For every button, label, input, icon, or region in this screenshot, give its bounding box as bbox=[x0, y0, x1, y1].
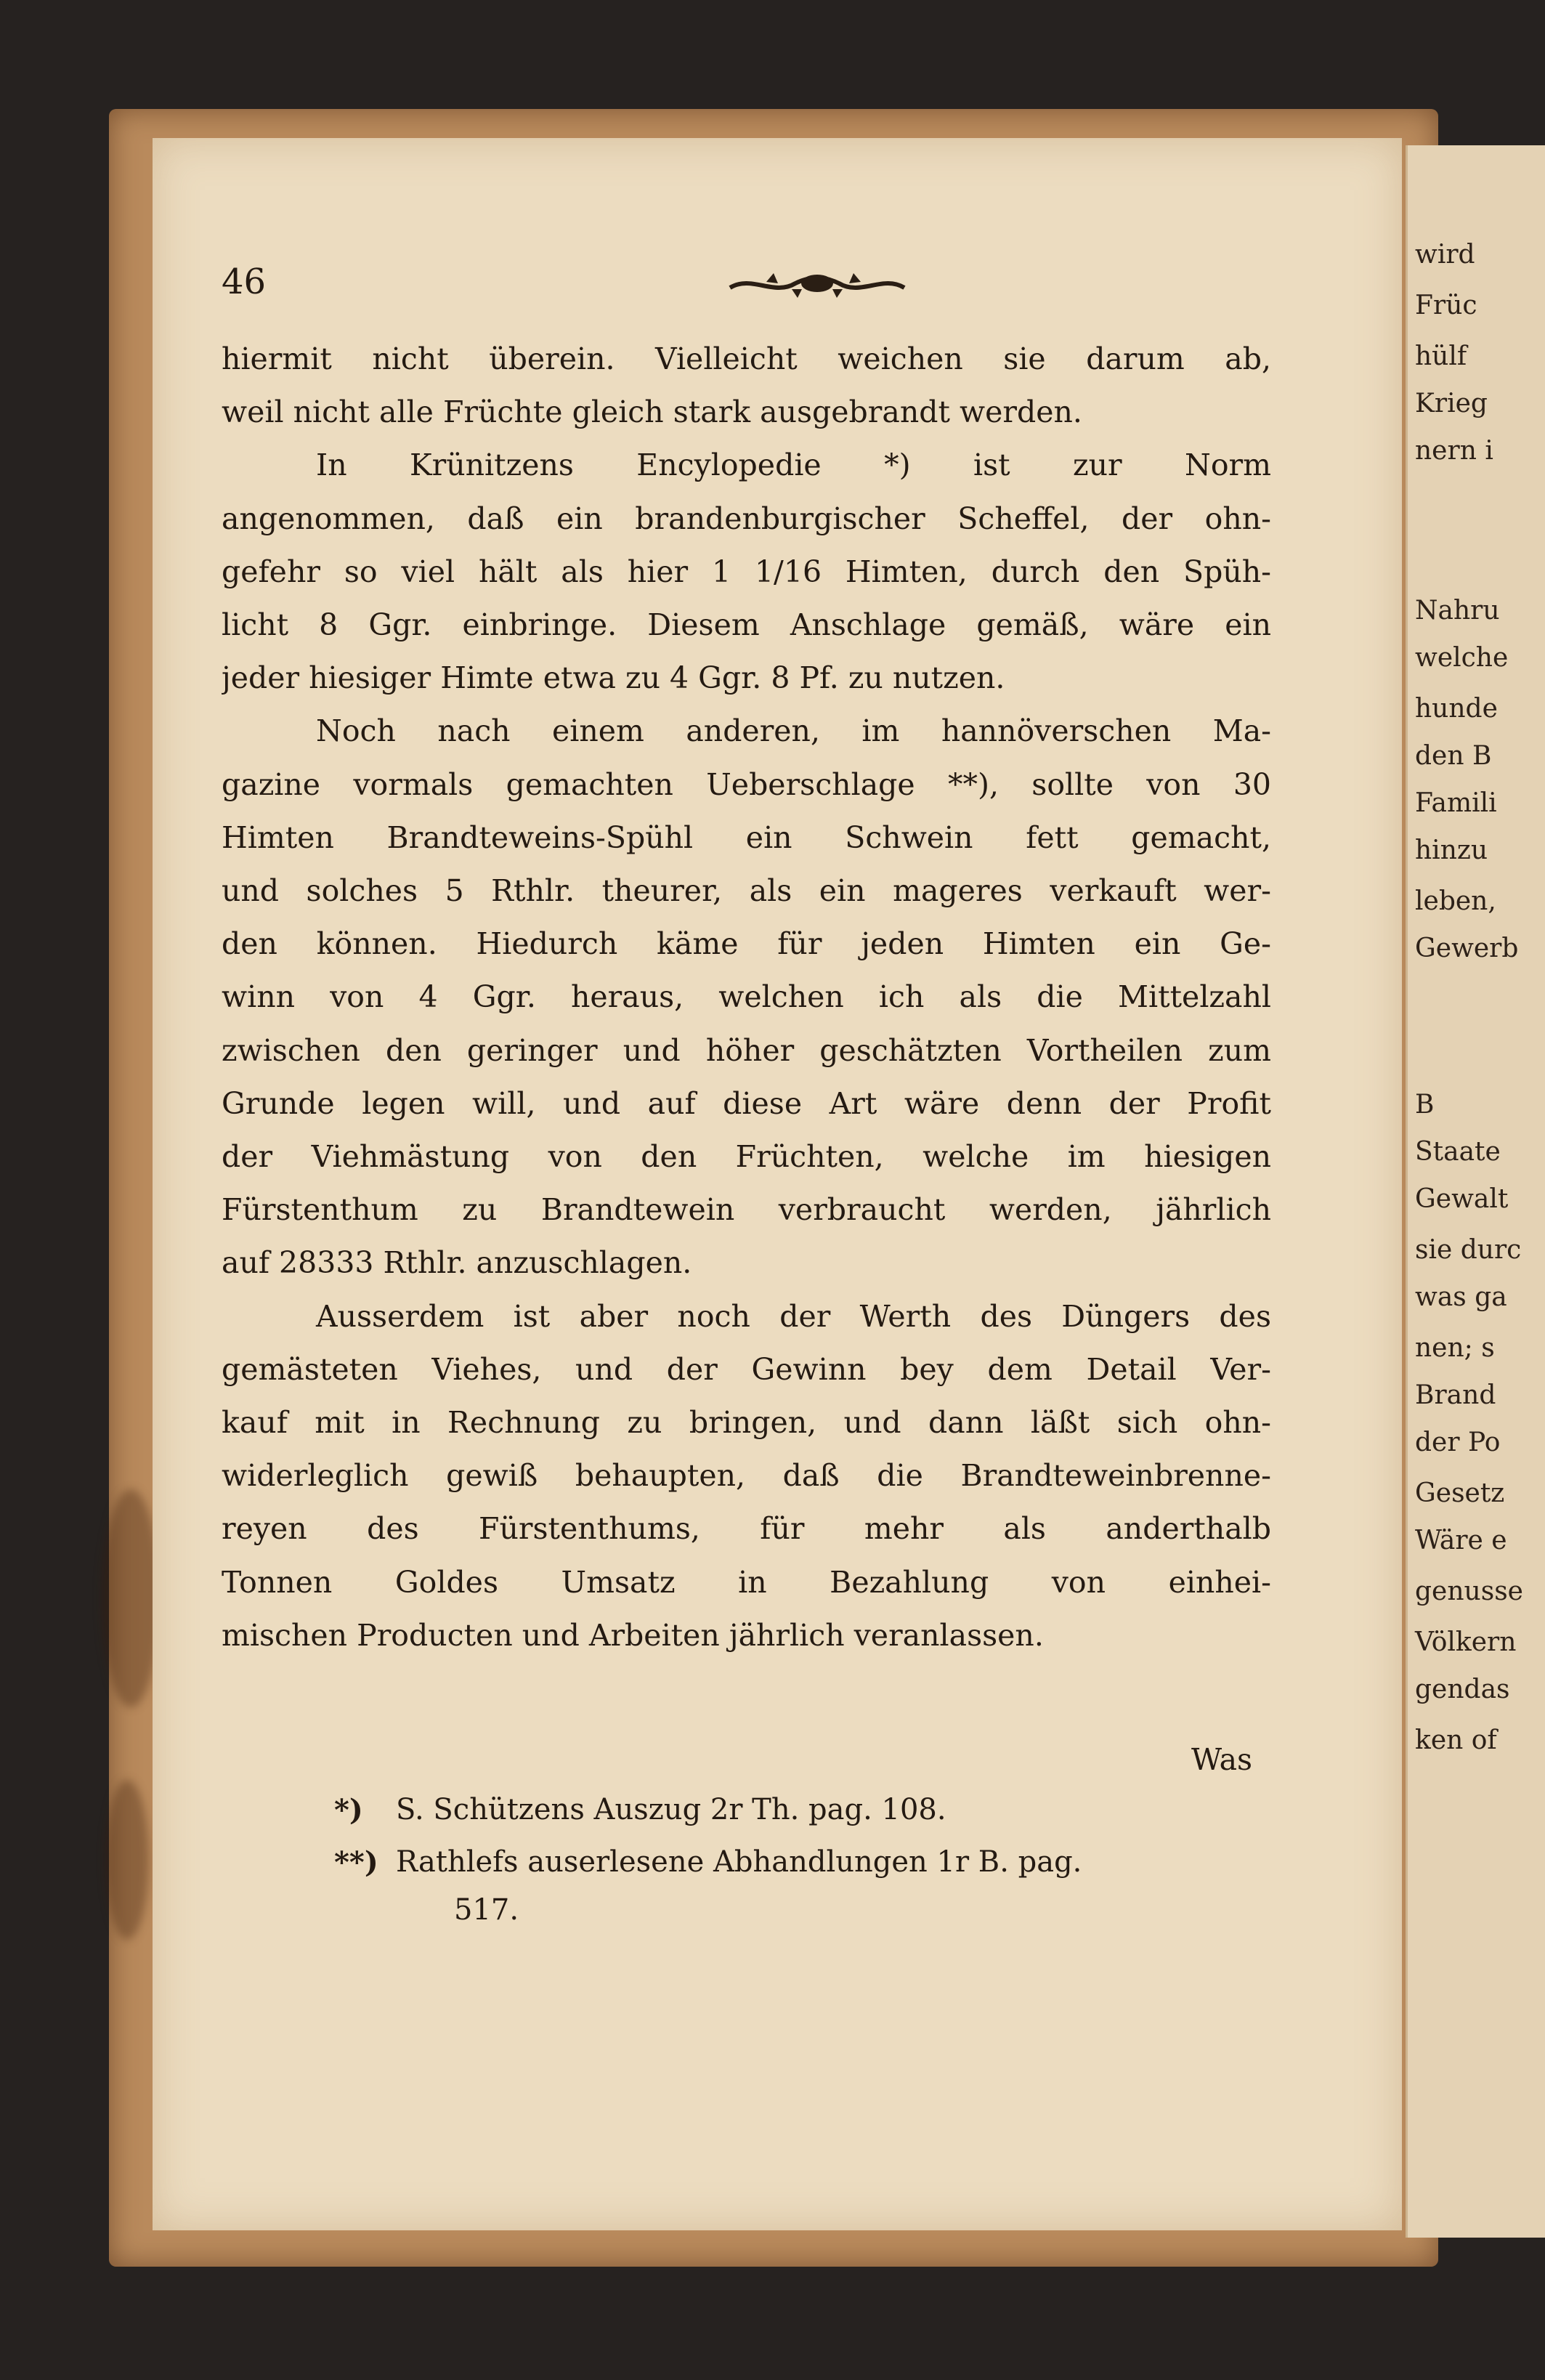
page-number: 46 bbox=[222, 262, 267, 302]
facing-page-fragment: den B bbox=[1415, 741, 1492, 771]
footnote-mark: **) bbox=[334, 1845, 378, 1879]
facing-page-fragment: hunde bbox=[1415, 694, 1498, 724]
text-line: kauf mit in Rechnung zu bringen, und dann läßt sich ohn- bbox=[222, 1405, 1271, 1440]
facing-page-fragment: Brand bbox=[1415, 1380, 1496, 1410]
text-line: zwischen den geringer und höher geschätzten Vortheilen zum bbox=[222, 1032, 1271, 1068]
text-line: mischen Producten und Arbeiten jährlich veranlassen. bbox=[222, 1617, 1044, 1653]
footnote-text: S. Schützens Auszug 2r Th. pag. 108. bbox=[396, 1793, 946, 1826]
text-line: Himten Brandteweins-Spühl ein Schwein fett gemacht, bbox=[222, 819, 1271, 855]
facing-page-fragment: ken of bbox=[1415, 1725, 1497, 1755]
cover-stain bbox=[102, 1489, 160, 1707]
facing-page-fragment: hinzu bbox=[1415, 835, 1488, 865]
footnote bbox=[454, 1893, 1326, 1927]
facing-page-fragment: genusse bbox=[1415, 1576, 1523, 1606]
footnote bbox=[334, 1793, 1268, 1827]
text-line: gemästeten Viehes, und der Gewinn bey dem Detail Ver- bbox=[222, 1351, 1271, 1387]
facing-page-fragment: Gewerb bbox=[1415, 934, 1519, 963]
facing-page-fragment: welche bbox=[1415, 643, 1509, 673]
text-line: winn von 4 Ggr. heraus, welchen ich als die Mittelzahl bbox=[222, 979, 1271, 1015]
text-line: Grunde legen will, und auf diese Art wäre denn der Profit bbox=[222, 1085, 1271, 1121]
catchword: Was bbox=[1191, 1742, 1253, 1777]
text-line: der Viehmästung von den Früchten, welche im hiesigen bbox=[222, 1139, 1271, 1174]
facing-page-fragment: Wäre e bbox=[1415, 1526, 1507, 1555]
facing-page-fragment: Staate bbox=[1415, 1137, 1501, 1167]
text-line: In Krünitzens Encylopedie *) ist zur Norm bbox=[316, 448, 1271, 483]
text-line: Noch nach einem anderen, im hannöverschen Ma- bbox=[316, 713, 1271, 749]
facing-page-fragment: was ga bbox=[1415, 1282, 1507, 1312]
text-line: Tonnen Goldes Umsatz in Bezahlung von einhei- bbox=[222, 1564, 1271, 1600]
facing-page-fragment: der Po bbox=[1415, 1428, 1501, 1457]
facing-page-fragment: Krieg bbox=[1415, 389, 1488, 418]
facing-page-fragment: Gesetz bbox=[1415, 1478, 1505, 1508]
text-line: jeder hiesiger Himte etwa zu 4 Ggr. 8 Pf. zu nutzen. bbox=[222, 660, 1005, 696]
text-line: und solches 5 Rthlr. theurer, als ein mageres verkauft wer- bbox=[222, 873, 1271, 908]
facing-page-fragment: wird bbox=[1415, 240, 1475, 270]
facing-page-fragment: Früc bbox=[1415, 291, 1477, 320]
facing-page-fragment: hülf bbox=[1415, 341, 1467, 371]
facing-page-fragment: Gewalt bbox=[1415, 1184, 1509, 1214]
text-line: gazine vormals gemachten Ueberschlage **), sollte von 30 bbox=[222, 766, 1271, 802]
text-line: angenommen, daß ein brandenburgischer Scheffel, der ohn- bbox=[222, 501, 1271, 536]
facing-page-fragment: Völkern bbox=[1415, 1627, 1517, 1657]
facing-page-fragment: nen; s bbox=[1415, 1333, 1495, 1363]
text-line: hiermit nicht überein. Vielleicht weichen sie darum ab, bbox=[222, 341, 1271, 376]
text-line: reyen des Fürstenthums, für mehr als anderthalb bbox=[222, 1511, 1271, 1547]
facing-page-fragment: B bbox=[1415, 1090, 1435, 1120]
footnote-mark: *) bbox=[334, 1793, 363, 1827]
facing-page-edge bbox=[1406, 145, 1545, 2238]
facing-page-fragment: leben, bbox=[1415, 886, 1496, 916]
facing-page-fragment: nern i bbox=[1415, 436, 1493, 466]
text-line: Fürstenthum zu Brandtewein verbraucht werden, jährlich bbox=[222, 1192, 1271, 1228]
facing-page-fragment: Famili bbox=[1415, 788, 1497, 818]
facing-page-fragment: gendas bbox=[1415, 1675, 1510, 1704]
facing-page-fragment: sie durc bbox=[1415, 1235, 1522, 1265]
text-line: widerleglich gewiß behaupten, daß die Brandteweinbrenne- bbox=[222, 1458, 1271, 1494]
text-line: auf 28333 Rthlr. anzuschlagen. bbox=[222, 1245, 692, 1281]
cover-stain bbox=[105, 1780, 149, 1940]
footnote-text: 517. bbox=[454, 1893, 519, 1927]
text-line: den können. Hiedurch käme für jeden Himten ein Ge- bbox=[222, 926, 1271, 962]
text-line: gefehr so viel hält als hier 1 1/16 Himten, durch den Spüh- bbox=[222, 554, 1271, 589]
facing-page-fragment: Nahru bbox=[1415, 596, 1500, 626]
footnote bbox=[334, 1845, 1268, 1879]
text-line: weil nicht alle Früchte gleich stark ausgebrandt werden. bbox=[222, 394, 1082, 430]
text-line: Ausserdem ist aber noch der Werth des Düngers des bbox=[316, 1298, 1271, 1334]
vignette-ornament-icon bbox=[723, 267, 912, 304]
page-header bbox=[222, 262, 1271, 312]
text-line: licht 8 Ggr. einbringe. Diesem Anschlage gemäß, wäre ein bbox=[222, 607, 1271, 642]
footnote-text: Rathlefs auserlesene Abhandlungen 1r B. pag. bbox=[396, 1845, 1082, 1879]
